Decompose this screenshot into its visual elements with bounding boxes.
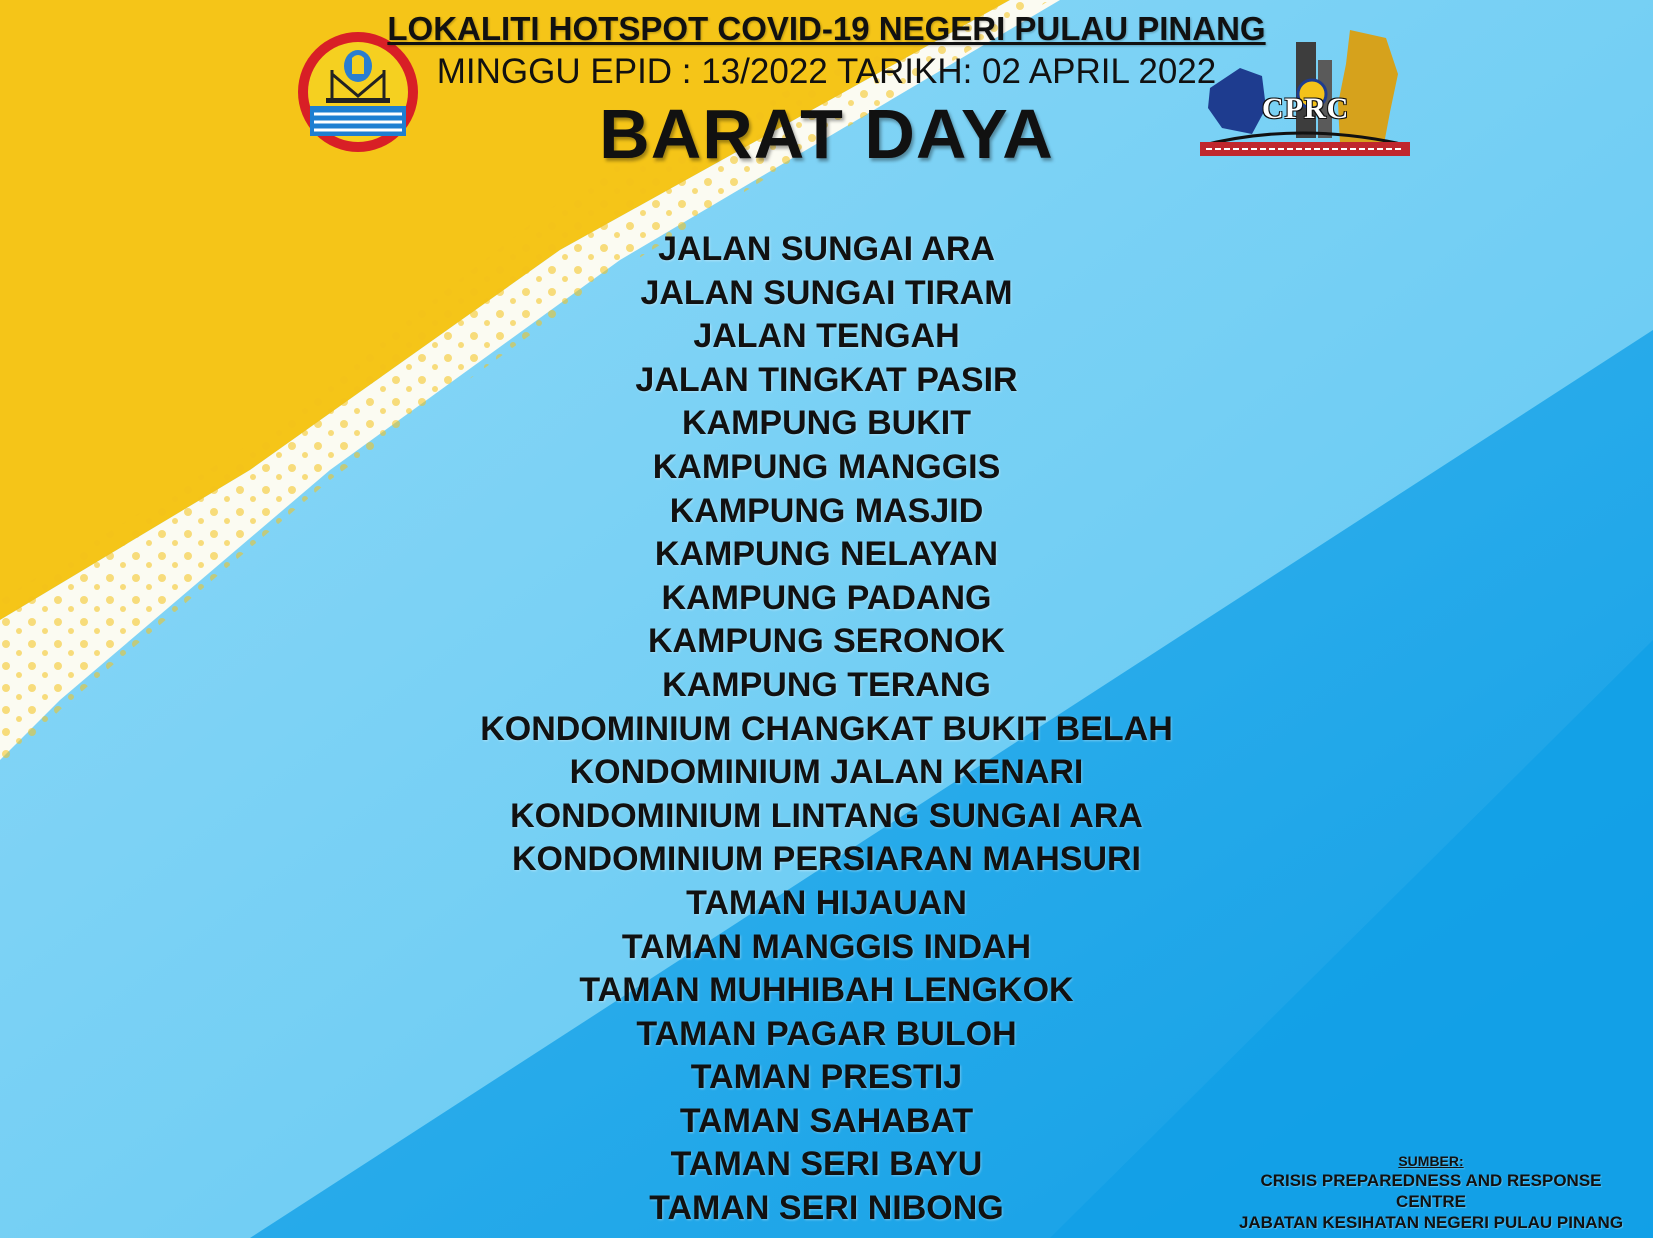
locality-item: KAMPUNG NELAYAN <box>654 535 999 574</box>
source-department: JABATAN KESIHATAN NEGERI PULAU PINANG <box>1238 1213 1624 1232</box>
locality-item: JALAN TINGKAT PASIR <box>635 360 1018 399</box>
locality-item: TAMAN SAHABAT <box>679 1101 974 1140</box>
locality-item: JALAN TENGAH <box>693 317 960 356</box>
locality-item: TAMAN MANGGIS INDAH <box>621 927 1032 966</box>
source-label: SUMBER: <box>1398 1153 1464 1169</box>
district-name: BARAT DAYA <box>599 95 1054 173</box>
locality-item: KAMPUNG MASJID <box>669 491 984 530</box>
locality-item: JALAN SUNGAI TIRAM <box>640 273 1013 312</box>
locality-item: KAMPUNG SERONOK <box>647 622 1006 661</box>
locality-item: KAMPUNG BUKIT <box>682 404 971 443</box>
locality-list <box>0 228 1653 1231</box>
locality-item: KAMPUNG TERANG <box>662 665 991 704</box>
locality-item: KONDOMINIUM CHANGKAT BUKIT BELAH <box>480 709 1173 748</box>
locality-item: TAMAN MUHHIBAH LENGKOK <box>579 971 1074 1010</box>
locality-item: TAMAN HIJAUAN <box>686 883 967 922</box>
source-credit <box>1226 1152 1636 1233</box>
cprc-logo-text: CPRC <box>1262 92 1350 125</box>
locality-item: TAMAN PAGAR BULOH <box>636 1014 1017 1053</box>
locality-item: KONDOMINIUM LINTANG SUNGAI ARA <box>510 796 1143 835</box>
poster-title: LOKALITI HOTSPOT COVID-19 NEGERI PULAU PINANG <box>387 10 1266 47</box>
source-organisation: CRISIS PREPAREDNESS AND RESPONSE CENTRE <box>1260 1171 1602 1211</box>
locality-item: JALAN SUNGAI ARA <box>658 230 995 268</box>
locality-item: KONDOMINIUM PERSIARAN MAHSURI <box>512 840 1141 879</box>
locality-item: TAMAN SERI NIBONG <box>649 1189 1004 1228</box>
locality-item: KAMPUNG MANGGIS <box>652 447 1001 486</box>
locality-item: TAMAN PRESTIJ <box>690 1058 963 1097</box>
epid-week-date: MINGGU EPID : 13/2022 TARIKH: 02 APRIL 2022 <box>436 52 1217 91</box>
locality-item: KAMPUNG PADANG <box>661 578 992 617</box>
locality-item: TAMAN SERI BAYU <box>670 1145 983 1184</box>
locality-item: KONDOMINIUM JALAN KENARI <box>569 753 1084 792</box>
